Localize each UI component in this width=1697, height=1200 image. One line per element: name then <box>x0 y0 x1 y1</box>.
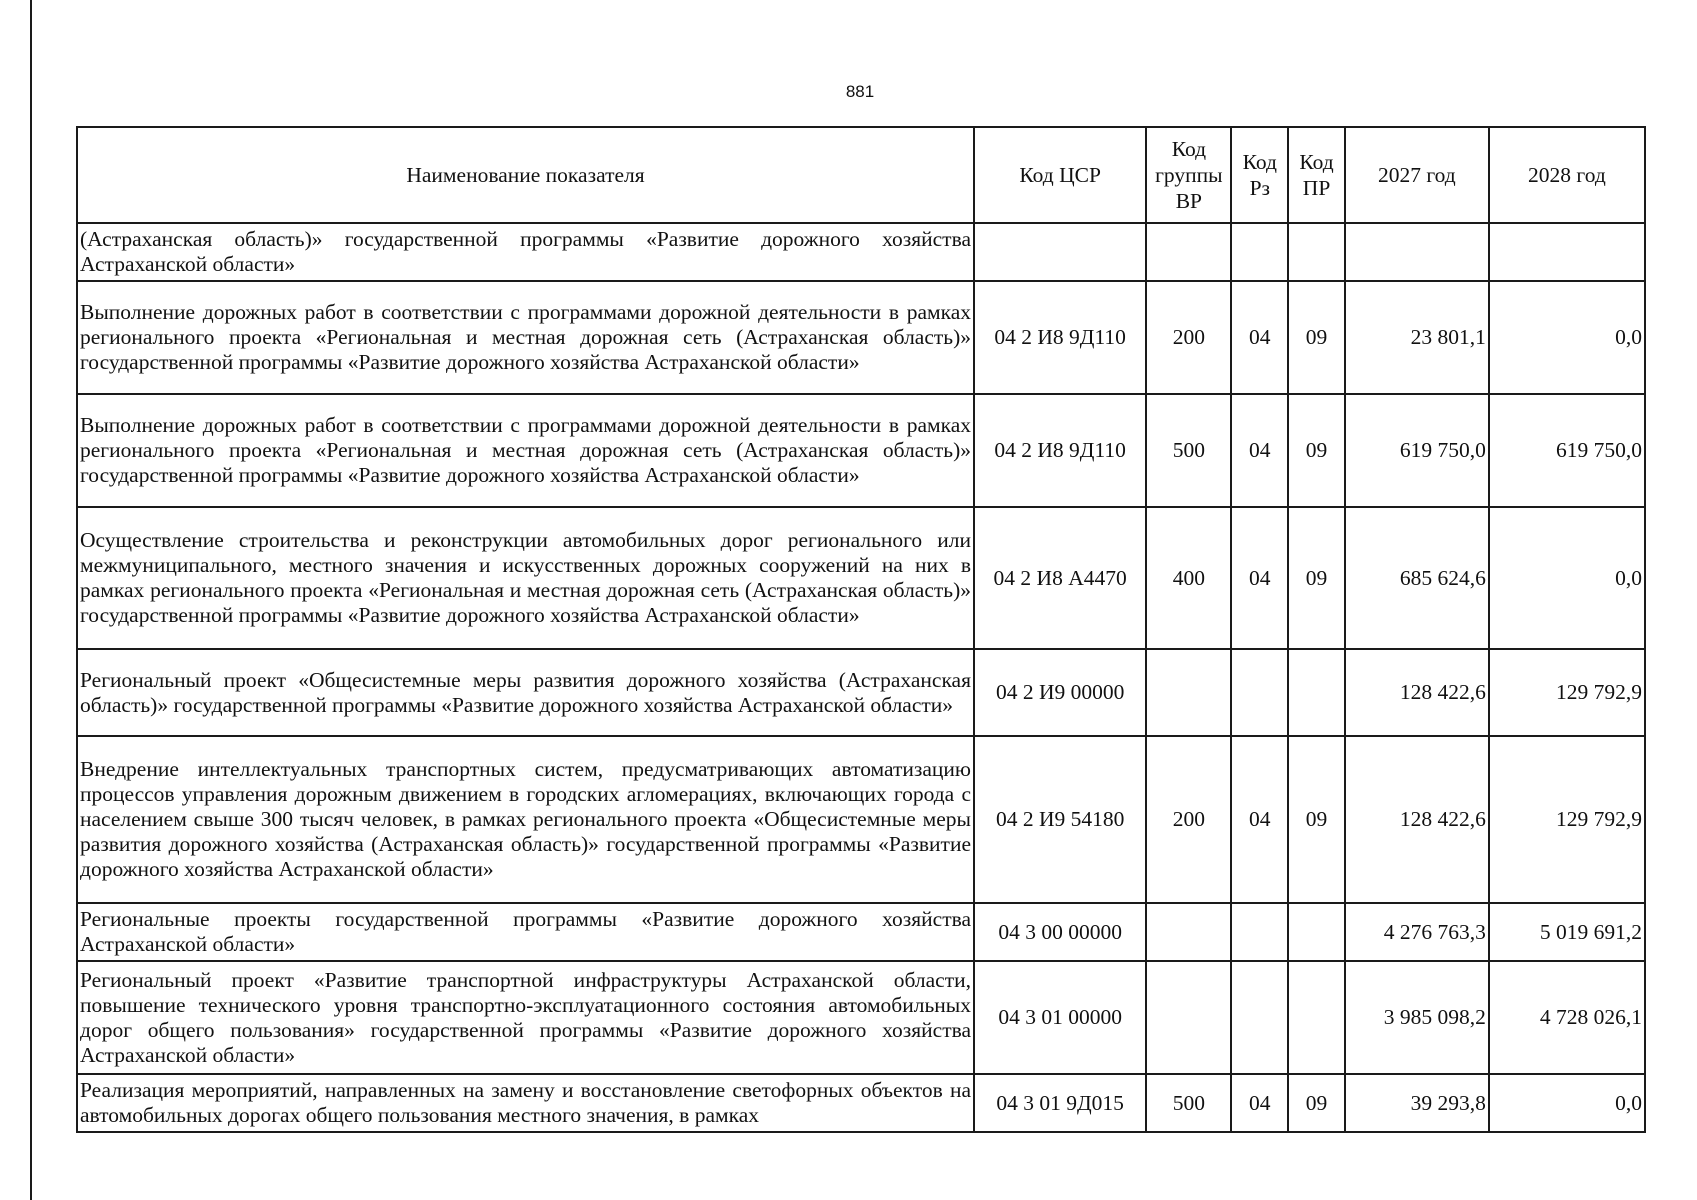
row-vr: 200 <box>1146 281 1231 394</box>
row-2027: 39 293,8 <box>1345 1074 1489 1132</box>
row-rz: 04 <box>1231 394 1288 507</box>
row-2028: 4 728 026,1 <box>1489 961 1645 1074</box>
header-rz: Код Рз <box>1231 127 1288 223</box>
row-name: Внедрение интеллектуальных транспортных систем, предусматривающих автоматизацию процессов управления дорожным движением в городских агломерациях, включающих города с населением свыше 300 тысяч человек, в рамках регионального проекта «Общесистемные меры развития дорожного хозяйства (Астраханская область)» государственной программы «Развитие дорожного хозяйства Астраханской области» <box>77 736 974 903</box>
table-row <box>77 281 1645 394</box>
row-vr: 400 <box>1146 507 1231 649</box>
row-vr <box>1146 903 1231 961</box>
row-name: Региональный проект «Общесистемные меры развития дорожного хозяйства (Астраханская область)» государственной программы «Развитие дорожного хозяйства Астраханской области» <box>77 649 974 736</box>
row-2027: 619 750,0 <box>1345 394 1489 507</box>
row-rz: 04 <box>1231 507 1288 649</box>
table-row <box>77 961 1645 1074</box>
row-vr <box>1146 649 1231 736</box>
row-vr <box>1146 223 1231 281</box>
table-row <box>77 507 1645 649</box>
page-number: 881 <box>845 82 875 101</box>
row-csr: 04 2 И8 9Д110 <box>974 281 1146 394</box>
table-row <box>77 736 1645 903</box>
row-pr: 09 <box>1288 1074 1345 1132</box>
row-2027: 128 422,6 <box>1345 736 1489 903</box>
row-pr: 09 <box>1288 281 1345 394</box>
row-2028: 129 792,9 <box>1489 649 1645 736</box>
row-rz <box>1231 223 1288 281</box>
row-rz <box>1231 961 1288 1074</box>
row-pr <box>1288 223 1345 281</box>
row-name: Региональный проект «Развитие транспортной инфраструктуры Астраханской области, повышение технического уровня транспортно-эксплуатационного состояния автомобильных дорог общего пользования» государственной программы «Развитие дорожного хозяйства Астраханской области» <box>77 961 974 1074</box>
row-csr: 04 3 00 00000 <box>974 903 1146 961</box>
row-2028: 5 019 691,2 <box>1489 903 1645 961</box>
row-csr: 04 2 И9 00000 <box>974 649 1146 736</box>
table-header-row <box>77 127 1645 223</box>
header-name: Наименование показателя <box>77 127 974 223</box>
row-csr: 04 3 01 00000 <box>974 961 1146 1074</box>
row-csr: 04 3 01 9Д015 <box>974 1074 1146 1132</box>
row-2027: 4 276 763,3 <box>1345 903 1489 961</box>
row-2027: 3 985 098,2 <box>1345 961 1489 1074</box>
header-pr: Код ПР <box>1288 127 1345 223</box>
row-csr: 04 2 И8 А4470 <box>974 507 1146 649</box>
row-pr <box>1288 961 1345 1074</box>
row-2028: 0,0 <box>1489 281 1645 394</box>
row-2028: 129 792,9 <box>1489 736 1645 903</box>
row-rz: 04 <box>1231 736 1288 903</box>
header-vr: Код группы ВР <box>1146 127 1231 223</box>
row-vr <box>1146 961 1231 1074</box>
row-2028: 0,0 <box>1489 507 1645 649</box>
row-vr: 200 <box>1146 736 1231 903</box>
row-csr: 04 2 И8 9Д110 <box>974 394 1146 507</box>
row-2027: 23 801,1 <box>1345 281 1489 394</box>
table-row <box>77 1074 1645 1132</box>
table-row <box>77 223 1645 281</box>
header-csr: Код ЦСР <box>974 127 1146 223</box>
row-pr: 09 <box>1288 507 1345 649</box>
left-margin-line <box>30 0 32 1200</box>
header-2028: 2028 год <box>1489 127 1645 223</box>
row-2027 <box>1345 223 1489 281</box>
header-2027: 2027 год <box>1345 127 1489 223</box>
row-name: (Астраханская область)» государственной программы «Развитие дорожного хозяйства Астраханской области» <box>77 223 974 281</box>
row-rz: 04 <box>1231 1074 1288 1132</box>
table-row <box>77 903 1645 961</box>
row-name: Выполнение дорожных работ в соответствии с программами дорожной деятельности в рамках регионального проекта «Региональная и местная дорожная сеть (Астраханская область)» государственной программы «Развитие дорожного хозяйства Астраханской области» <box>77 281 974 394</box>
row-name: Реализация мероприятий, направленных на замену и восстановление светофорных объектов на автомобильных дорогах общего пользования местного значения, в рамках <box>77 1074 974 1132</box>
row-rz <box>1231 649 1288 736</box>
row-2027: 685 624,6 <box>1345 507 1489 649</box>
row-name: Региональные проекты государственной программы «Развитие дорожного хозяйства Астраханской области» <box>77 903 974 961</box>
table-row <box>77 394 1645 507</box>
row-name: Осуществление строительства и реконструкции автомобильных дорог регионального или межмуниципального, местного значения и искусственных дорожных сооружений на них в рамках регионального проекта «Региональная и местная дорожная сеть (Астраханская область)» государственной программы «Развитие дорожного хозяйства Астраханской области» <box>77 507 974 649</box>
row-vr: 500 <box>1146 394 1231 507</box>
table-row <box>77 649 1645 736</box>
row-pr <box>1288 649 1345 736</box>
row-2027: 128 422,6 <box>1345 649 1489 736</box>
row-rz: 04 <box>1231 281 1288 394</box>
row-2028 <box>1489 223 1645 281</box>
row-name: Выполнение дорожных работ в соответствии с программами дорожной деятельности в рамках регионального проекта «Региональная и местная дорожная сеть (Астраханская область)» государственной программы «Развитие дорожного хозяйства Астраханской области» <box>77 394 974 507</box>
row-pr <box>1288 903 1345 961</box>
budget-table <box>76 126 1646 1133</box>
row-pr: 09 <box>1288 394 1345 507</box>
row-csr <box>974 223 1146 281</box>
row-pr: 09 <box>1288 736 1345 903</box>
row-2028: 0,0 <box>1489 1074 1645 1132</box>
row-rz <box>1231 903 1288 961</box>
row-csr: 04 2 И9 54180 <box>974 736 1146 903</box>
row-2028: 619 750,0 <box>1489 394 1645 507</box>
row-vr: 500 <box>1146 1074 1231 1132</box>
